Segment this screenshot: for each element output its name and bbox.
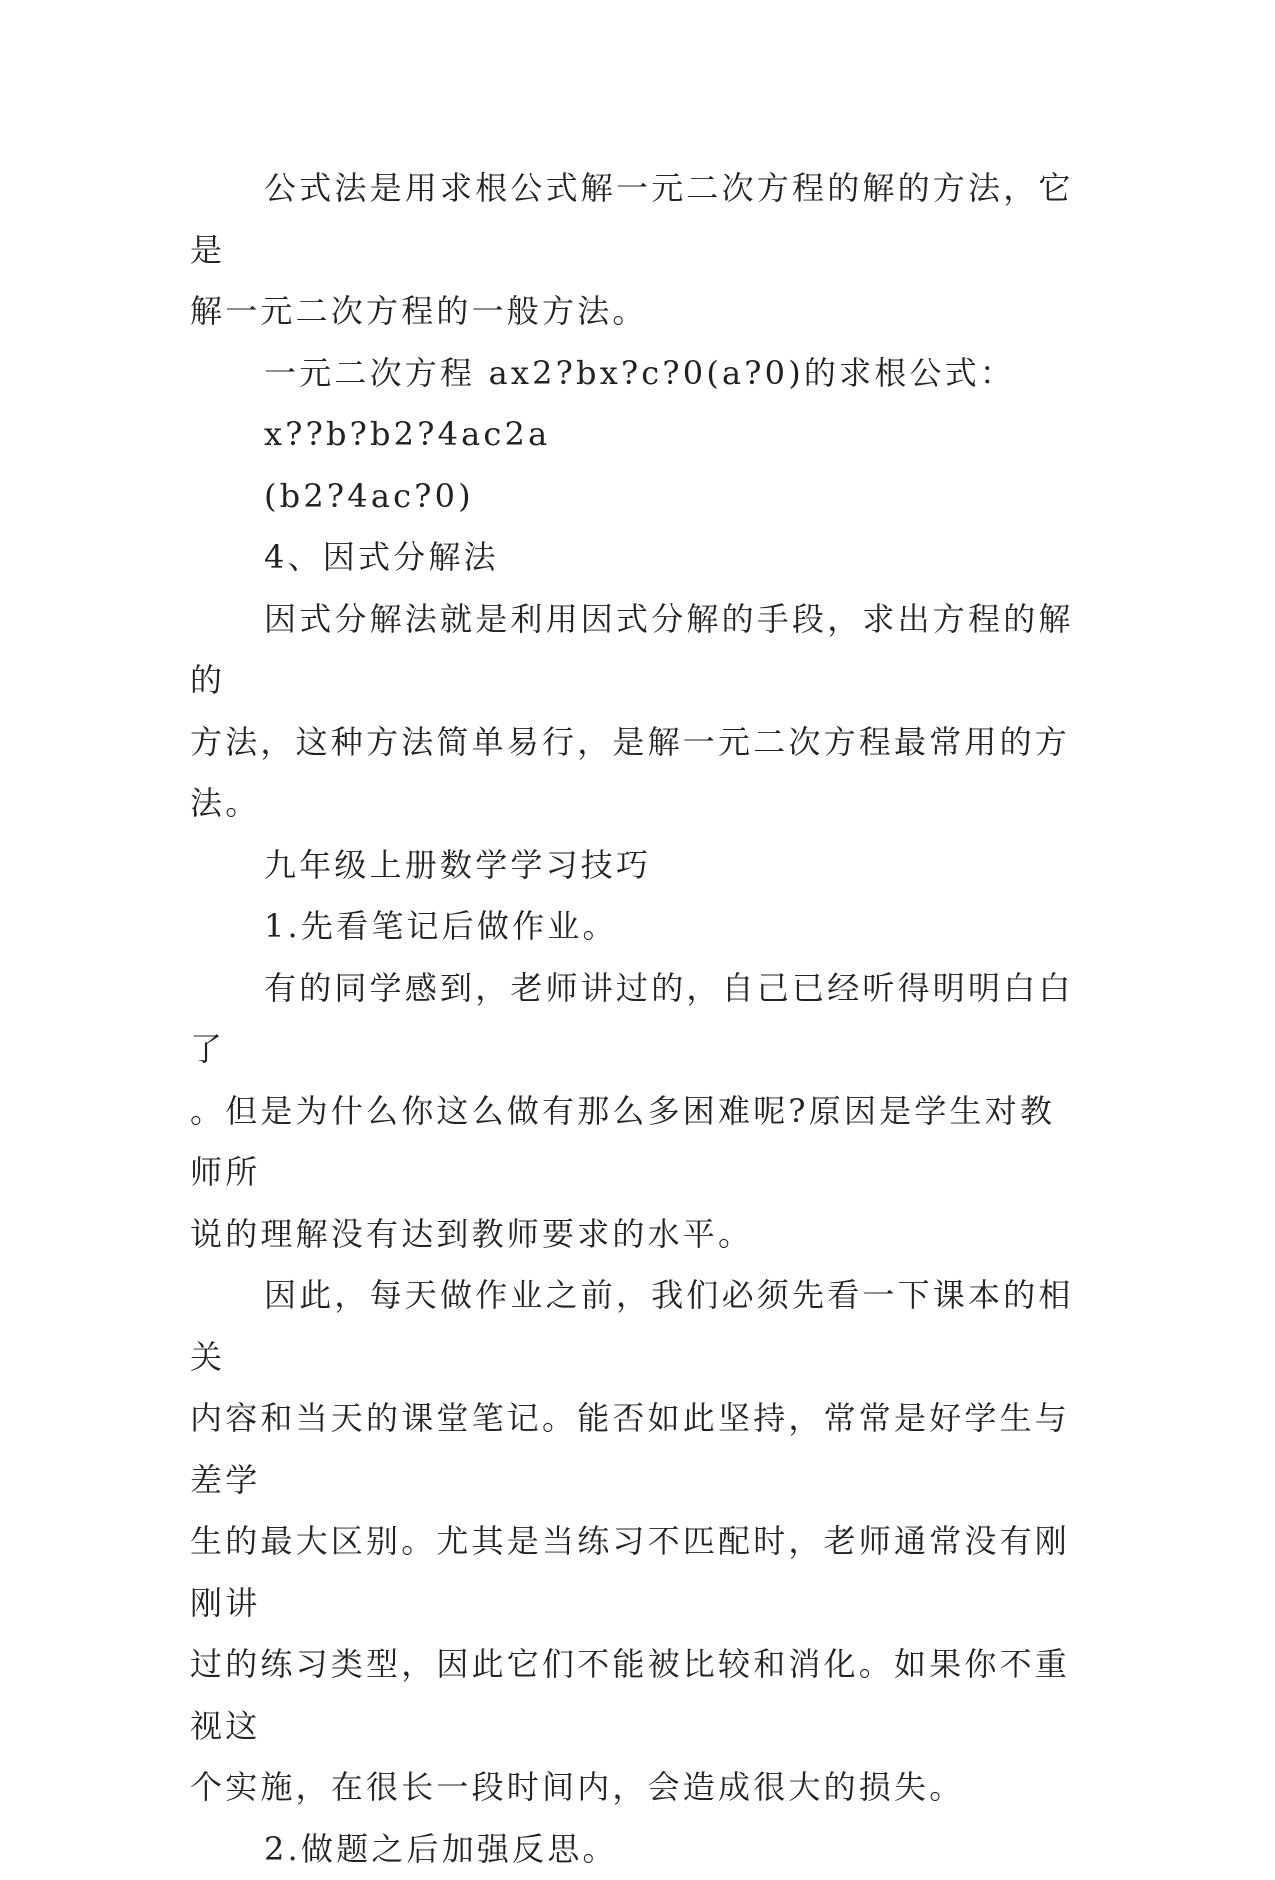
heading-study-tips: 九年级上册数学学习技巧 (190, 835, 1080, 897)
heading-factoring-method: 4、因式分解法 (190, 527, 1080, 589)
formula-condition: (b2?4ac?0) (190, 466, 1080, 528)
document-body (190, 158, 1080, 1880)
paragraph-root-formula-intro: 一元二次方程 ax2?bx?c?0(a?0)的求根公式： (190, 343, 1080, 405)
formula-roots: x??b?b2?4ac2a (190, 404, 1080, 466)
paragraph-tip-1-problem: 有的同学感到，老师讲过的，自己已经听得明明白白了 。但是为什么你这么做有那么多困难呢?原因是学生对教师所 说的理解没有达到教师要求的水平。 (190, 958, 1080, 1266)
paragraph-formula-method: 公式法是用求根公式解一元二次方程的解的方法，它是 解一元二次方程的一般方法。 (190, 158, 1080, 343)
paragraph-factoring-method: 因式分解法就是利用因式分解的手段，求出方程的解的 方法，这种方法简单易行，是解一元二次方程最常用的方法。 (190, 589, 1080, 835)
heading-tip-2: 2.做题之后加强反思。 (190, 1819, 1080, 1880)
heading-tip-1: 1.先看笔记后做作业。 (190, 896, 1080, 958)
paragraph-tip-1-advice: 因此，每天做作业之前，我们必须先看一下课本的相关 内容和当天的课堂笔记。能否如此坚持，常常是好学生与差学 生的最大区别。尤其是当练习不匹配时，老师通常没有刚刚讲 过的练习类型，因此它们不能被比较和消化。如果你不重视这 个实施，在很长一段时间内，会造成很大的损失。 (190, 1265, 1080, 1819)
